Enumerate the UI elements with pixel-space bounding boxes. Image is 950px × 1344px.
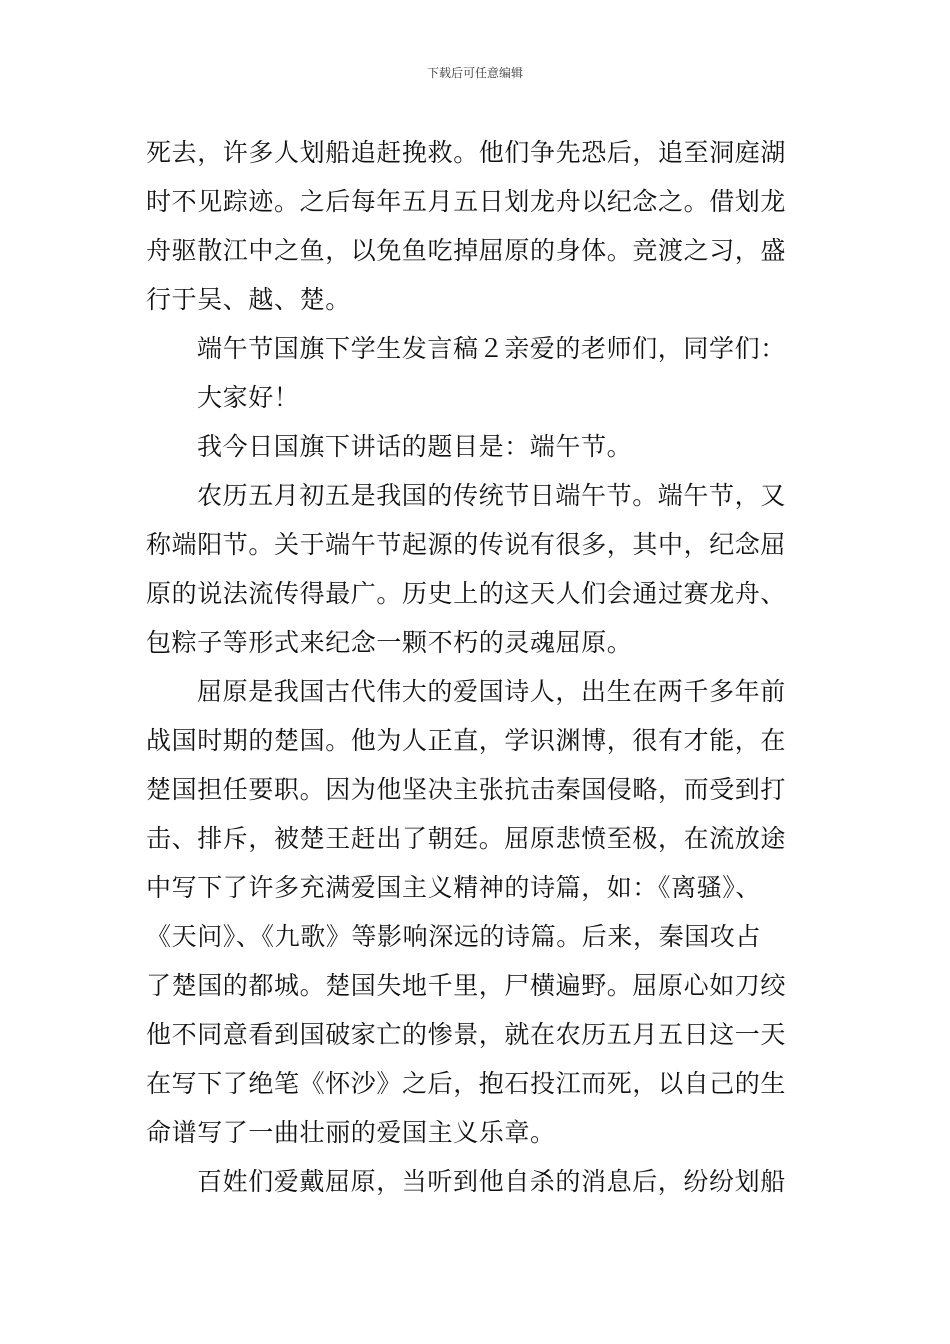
text-line: 战国时期的楚国。他为人正直，学识渊博，很有才能，在	[146, 726, 787, 755]
text-line: 他不同意看到国破家亡的惨景，就在农历五月五日这一天	[146, 1020, 787, 1049]
text-line: 死去，许多人划船追赶挽救。他们争先恐后，追至洞庭湖	[146, 138, 787, 167]
paragraph	[146, 1157, 806, 1206]
paragraph	[146, 667, 806, 1157]
paragraph	[146, 128, 806, 324]
speech-title-paragraph	[146, 324, 806, 373]
text-line: 舟驱散江中之鱼，以免鱼吃掉屈原的身体。竞渡之习，盛	[146, 236, 787, 265]
text-line: 《天问》、《九歌》等影响深远的诗篇。后来，秦国攻占	[146, 922, 762, 951]
text-line: 在写下了绝笔《怀沙》之后，抱石投江而死，以自己的生	[146, 1069, 787, 1098]
text-line: 命谱写了一曲壮丽的爱国主义乐章。	[146, 1118, 556, 1147]
text-line: 屈原是我国古代伟大的爱国诗人，出生在两千多年前	[197, 677, 786, 706]
text-line: 包粽子等形式来纪念一颗不朽的灵魂屈原。	[146, 628, 633, 657]
paragraph	[146, 471, 806, 667]
text-line: 端午节国旗下学生发言稿２亲爱的老师们，同学们：	[197, 334, 786, 363]
text-line: 称端阳节。关于端午节起源的传说有很多，其中，纪念屈	[146, 530, 787, 559]
document-body	[146, 128, 806, 1206]
text-line: 农历五月初五是我国的传统节日端午节。端午节，又	[197, 481, 786, 510]
text-line: 百姓们爱戴屈原，当听到他自杀的消息后，纷纷划船	[197, 1167, 786, 1196]
text-line: 击、排斥，被楚王赶出了朝廷。屈原悲愤至极，在流放途	[146, 824, 787, 853]
page-header: 下载后可任意编辑	[426, 66, 523, 80]
text-line: 我今日国旗下讲话的题目是：端午节。	[197, 432, 633, 461]
text-line: 楚国担任要职。因为他坚决主张抗击秦国侵略，而受到打	[146, 775, 787, 804]
text-line: 行于吴、越、楚。	[146, 285, 351, 314]
topic-paragraph	[146, 422, 806, 471]
text-line: 原的说法流传得最广。历史上的这天人们会通过赛龙舟、	[146, 579, 787, 608]
greeting-paragraph	[146, 373, 806, 422]
text-line: 中写下了许多充满爱国主义精神的诗篇，如：《离骚》、	[146, 873, 762, 902]
text-line: 时不见踪迹。之后每年五月五日划龙舟以纪念之。借划龙	[146, 187, 787, 216]
text-line: 大家好！	[197, 383, 300, 412]
text-line: 了楚国的都城。楚国失地千里，尸横遍野。屈原心如刀绞	[146, 971, 787, 1000]
